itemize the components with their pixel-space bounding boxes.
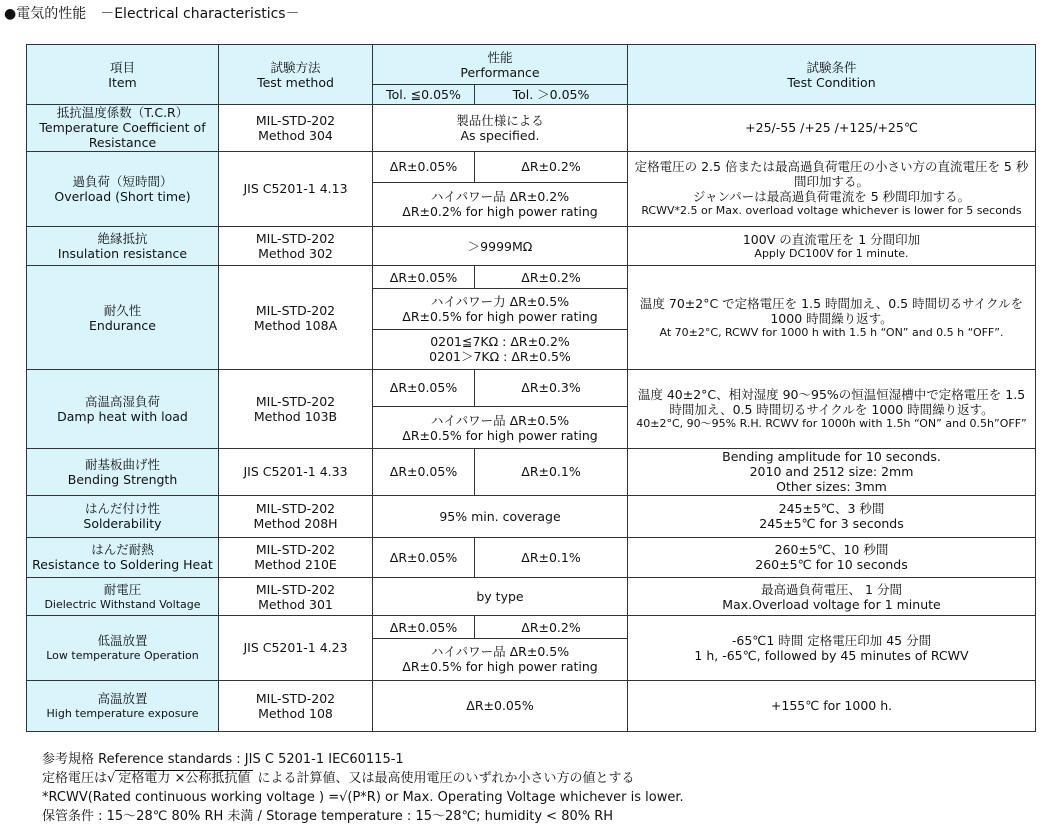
method-cell: MIL-STD-202 Method 210E [219, 537, 373, 577]
condition-cell: +155℃ for 1000 h. [628, 680, 1036, 731]
row-tcr [27, 105, 1036, 151]
row-low-temperature [27, 616, 1036, 639]
perf-low-cell: ΔR±0.05% [373, 369, 475, 406]
header-tol-high: Tol. ＞0.05% [475, 85, 628, 105]
method-cell: JIS C5201-1 4.13 [219, 151, 373, 226]
sqrt-symbol: √ [107, 771, 116, 786]
condition-cell: 温度 70±2°C で定格電圧を 1.5 時間加え、0.5 時間切るサイクルを 1000 時間繰り返す。 At 70±2°C, RCWV for 1000 h with 1.5 h “ON” and 0.5 h “OFF”. [628, 266, 1036, 370]
header-tol-low: Tol. ≦0.05% [373, 85, 475, 105]
perf-high-cell: ΔR±0.3% [475, 369, 628, 406]
row-bending [27, 449, 1036, 495]
header-item: 項目 Item [27, 45, 219, 105]
perf-high-power-cell: ハイパワー品 ΔR±0.5% ΔR±0.5% for high power rating [373, 407, 628, 449]
method-cell: MIL-STD-202 Method 208H [219, 495, 373, 537]
condition-cell: Bending amplitude for 10 seconds. 2010 and 2512 size: 2mm Other sizes: 3mm [628, 449, 1036, 495]
perf-high-cell: ΔR±0.2% [475, 151, 628, 182]
perf-high-power-cell: ハイパワー力 ΔR±0.5% ΔR±0.5% for high power rating [373, 289, 628, 329]
header-performance: 性能 Performance [373, 45, 628, 85]
item-cell: はんだ耐熱 Resistance to Soldering Heat [27, 537, 219, 577]
performance-cell: by type [373, 577, 628, 615]
condition-cell: 100V の直流電圧を 1 分間印加 Apply DC100V for 1 minute. [628, 227, 1036, 266]
perf-low-cell: ΔR±0.05% [373, 449, 475, 495]
method-cell: MIL-STD-202 Method 304 [219, 105, 373, 151]
performance-cell: 製品仕様による As specified. [373, 105, 628, 151]
note-storage: 保管条件 : 15～28℃ 80% RH 未満 / Storage temperature : 15～28℃; humidity < 80% RH [42, 809, 614, 824]
row-damp-heat [27, 369, 1036, 406]
item-cell: 絶縁抵抗 Insulation resistance [27, 227, 219, 266]
header-test-method: 試験方法 Test method [219, 45, 373, 105]
method-cell: MIL-STD-202 Method 108A [219, 266, 373, 370]
performance-cell: ＞9999MΩ [373, 227, 628, 266]
row-soldering-heat [27, 537, 1036, 577]
section-title: ●電気的性能 －Electrical characteristics－ [4, 6, 300, 22]
perf-high-cell: ΔR±0.2% [475, 266, 628, 289]
electrical-characteristics-table [26, 44, 1036, 732]
method-cell: JIS C5201-1 4.33 [219, 449, 373, 495]
item-cell: 高温高湿負荷 Damp heat with load [27, 369, 219, 448]
condition-cell: 260±5℃、10 秒間 260±5℃ for 10 seconds [628, 537, 1036, 577]
perf-high-power-cell: ハイパワー品 ΔR±0.2% ΔR±0.2% for high power rating [373, 182, 628, 226]
row-solderability [27, 495, 1036, 537]
performance-cell: ΔR±0.05% [373, 680, 628, 731]
perf-low-cell: ΔR±0.05% [373, 537, 475, 577]
row-dielectric [27, 577, 1036, 615]
method-cell: MIL-STD-202 Method 301 [219, 577, 373, 615]
perf-high-cell: ΔR±0.1% [475, 449, 628, 495]
item-cell: 高温放置 High temperature exposure [27, 680, 219, 731]
note-reference-standards: 参考規格 Reference standards : JIS C 5201-1 IEC60115-1 [42, 752, 404, 767]
method-cell: MIL-STD-202 Method 108 [219, 680, 373, 731]
item-cell: 抵抗温度係数（T.C.R） Temperature Coefficient of Resistance [27, 105, 219, 151]
item-cell: 過負荷（短時間） Overload (Short time) [27, 151, 219, 226]
condition-cell: 最高過負荷電圧、 1 分間 Max.Overload voltage for 1 minute [628, 577, 1036, 615]
perf-low-cell: ΔR±0.05% [373, 616, 475, 639]
row-high-temperature [27, 680, 1036, 731]
item-cell: 低温放置 Low temperature Operation [27, 616, 219, 680]
row-insulation [27, 227, 1036, 266]
perf-high-power-cell: ハイパワー品 ΔR±0.5% ΔR±0.5% for high power rating [373, 639, 628, 680]
condition-cell: -65℃1 時間 定格電圧印加 45 分間 1 h, -65℃, followed by 45 minutes of RCWV [628, 616, 1036, 680]
method-cell: MIL-STD-202 Method 103B [219, 369, 373, 448]
perf-low-cell: ΔR±0.05% [373, 266, 475, 289]
perf-high-cell: ΔR±0.1% [475, 537, 628, 577]
method-cell: JIS C5201-1 4.23 [219, 616, 373, 680]
perf-high-cell: ΔR±0.2% [475, 616, 628, 639]
perf-0201-cell: 0201≦7KΩ : ΔR±0.2% 0201＞7KΩ : ΔR±0.5% [373, 329, 628, 369]
row-endurance [27, 266, 1036, 289]
item-cell: はんだ付け性 Solderability [27, 495, 219, 537]
performance-cell: 95% min. coverage [373, 495, 628, 537]
note-rcwv: *RCWV(Rated continuous working voltage ) =√(P*R) or Max. Operating Voltage whichever is lower. [42, 790, 684, 805]
footnotes [42, 750, 684, 826]
condition-cell: 温度 40±2°C、相対湿度 90～95%の恒温恒湿槽中で定格電圧を 1.5 時間加え、0.5 時間切るサイクルを 1000 時間繰り返す。 40±2°C, 90～95% R.H. RCWV for 1000h with 1.5h “ON” and 0.5h”OFF” [628, 369, 1036, 448]
row-overload [27, 151, 1036, 182]
item-cell: 耐久性 Endurance [27, 266, 219, 370]
condition-cell: 245±5℃、3 秒間 245±5℃ for 3 seconds [628, 495, 1036, 537]
note-rated-voltage: 定格電圧は√ 定格電力 ×公称抵抗値 による計算値、又は最高使用電圧のいずれか小さい方の値とする [42, 771, 635, 786]
condition-cell: 定格電圧の 2.5 倍または最高過負荷電圧の小さい方の直流電圧を 5 秒間印加する。 ジャンパーは最高過負荷電流を 5 秒間印加する。 RCWV*2.5 or Max. overload voltage whichever is lower for 5 seconds [628, 151, 1036, 226]
item-cell: 耐電圧 Dielectric Withstand Voltage [27, 577, 219, 615]
method-cell: MIL-STD-202 Method 302 [219, 227, 373, 266]
condition-cell: +25/-55 /+25 /+125/+25℃ [628, 105, 1036, 151]
perf-low-cell: ΔR±0.05% [373, 151, 475, 182]
header-test-condition: 試験条件 Test Condition [628, 45, 1036, 105]
item-cell: 耐基板曲げ性 Bending Strength [27, 449, 219, 495]
